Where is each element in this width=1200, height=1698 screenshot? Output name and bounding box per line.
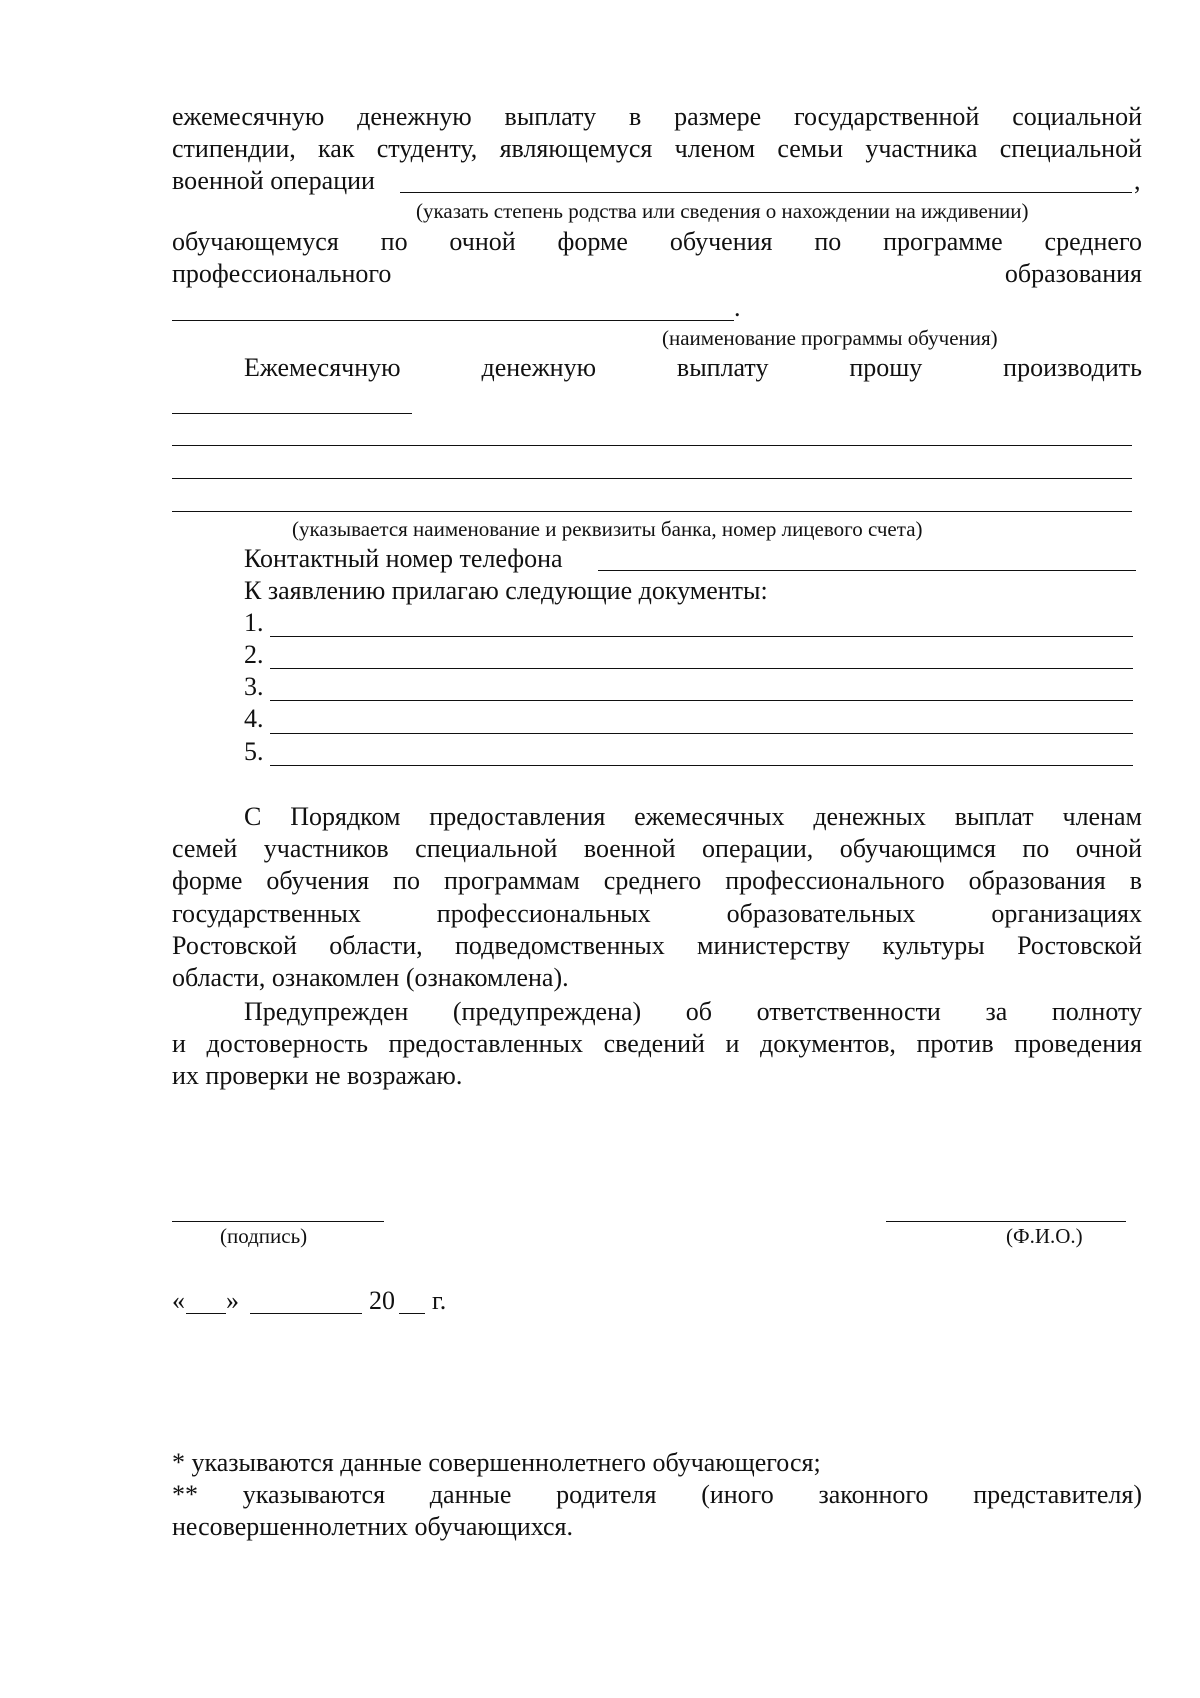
payment-word-4: прошу — [849, 353, 923, 382]
attachment-number-2: 2. — [244, 640, 264, 669]
attachment-number-5: 5. — [244, 737, 264, 766]
bank-line-2[interactable] — [172, 478, 1132, 479]
phone-line[interactable] — [598, 570, 1136, 571]
agreement-last-line: области, ознакомлен (ознакомлена). — [172, 963, 569, 992]
date-month-line[interactable] — [250, 1313, 362, 1314]
agreement-line-4: государственных профессиональных образовательных организациях — [172, 899, 1142, 928]
warning-line-3: их проверки не возражаю. — [172, 1061, 463, 1090]
paragraph1-line5-left: профессионального — [172, 259, 392, 288]
paragraph1-line3-prefix: военной операции — [172, 166, 375, 195]
paragraph1-line1: ежемесячную денежную выплату в размере государственной социальной — [172, 102, 1142, 131]
date-open-quote: « — [172, 1286, 185, 1315]
warning-line-1: Предупрежден (предупреждена) об ответственности за полноту — [244, 997, 1142, 1026]
warning-line-2: и достоверность предоставленных сведений и документов, против проведения — [172, 1029, 1142, 1058]
attachment-line-5[interactable] — [270, 765, 1133, 766]
date-year-line[interactable] — [399, 1313, 425, 1314]
name-line[interactable] — [886, 1221, 1126, 1222]
paragraph1-line2: стипендии, как студенту, являющемуся членом семьи участника специальной — [172, 134, 1142, 163]
footnote-1: * указываются данные совершеннолетнего обучающегося; — [172, 1448, 821, 1477]
signature-label: (подпись) — [220, 1224, 308, 1248]
attachment-line-2[interactable] — [270, 668, 1133, 669]
payment-word-1: Ежемесячную — [244, 353, 401, 382]
date-day-line[interactable] — [186, 1313, 226, 1314]
signature-line[interactable] — [172, 1221, 384, 1222]
attachment-line-1[interactable] — [270, 636, 1133, 637]
payment-word-5: производить — [1003, 353, 1142, 382]
footnote-2-line-1: ** указываются данные родителя (иного законного представителя) — [172, 1480, 1142, 1509]
program-line[interactable] — [172, 320, 734, 321]
payment-line — [244, 352, 1142, 384]
date-year-suffix: г. — [432, 1286, 447, 1315]
phone-label: Контактный номер телефона — [244, 544, 563, 573]
attachment-number-4: 4. — [244, 704, 264, 733]
date-close-quote: » — [226, 1286, 239, 1315]
bank-line-1[interactable] — [172, 445, 1132, 446]
agreement-line-5: Ростовской области, подведомственных министерству культуры Ростовской — [172, 931, 1142, 960]
agreement-line-2: семей участников специальной военной операции, обучающимся по очной — [172, 834, 1142, 863]
attachment-line-3[interactable] — [270, 700, 1133, 701]
paragraph1-line5-right: образования — [1004, 259, 1142, 288]
attachments-label: К заявлению прилагаю следующие документы: — [244, 576, 768, 605]
name-label: (Ф.И.О.) — [1006, 1224, 1083, 1248]
attachment-number-3: 3. — [244, 672, 264, 701]
attachment-number-1: 1. — [244, 608, 264, 637]
bank-hint: (указывается наименование и реквизиты банка, номер лицевого счета) — [292, 517, 923, 541]
agreement-line-1: С Порядком предоставления ежемесячных денежных выплат членам — [244, 802, 1142, 831]
paragraph1-line5 — [172, 258, 1142, 290]
paragraph1-line6-suffix: . — [734, 293, 741, 322]
agreement-line-3: форме обучения по программам среднего профессионального образования в — [172, 866, 1142, 895]
bank-line-3[interactable] — [172, 511, 1132, 512]
attachment-line-4[interactable] — [270, 733, 1133, 734]
paragraph1-line3-suffix: , — [1134, 166, 1141, 195]
paragraph1-line4: обучающемуся по очной форме обучения по программе среднего — [172, 227, 1142, 256]
payment-method-line[interactable] — [172, 413, 412, 414]
program-hint: (наименование программы обучения) — [662, 326, 998, 350]
footnote-2-line-2: несовершеннолетних обучающихся. — [172, 1512, 574, 1541]
payment-word-2: денежную — [481, 353, 597, 382]
kinship-line[interactable] — [400, 192, 1132, 193]
kinship-hint: (указать степень родства или сведения о нахождении на иждивении) — [416, 199, 1029, 223]
date-year-prefix: 20 — [369, 1286, 395, 1315]
payment-word-3: выплату — [676, 353, 769, 382]
